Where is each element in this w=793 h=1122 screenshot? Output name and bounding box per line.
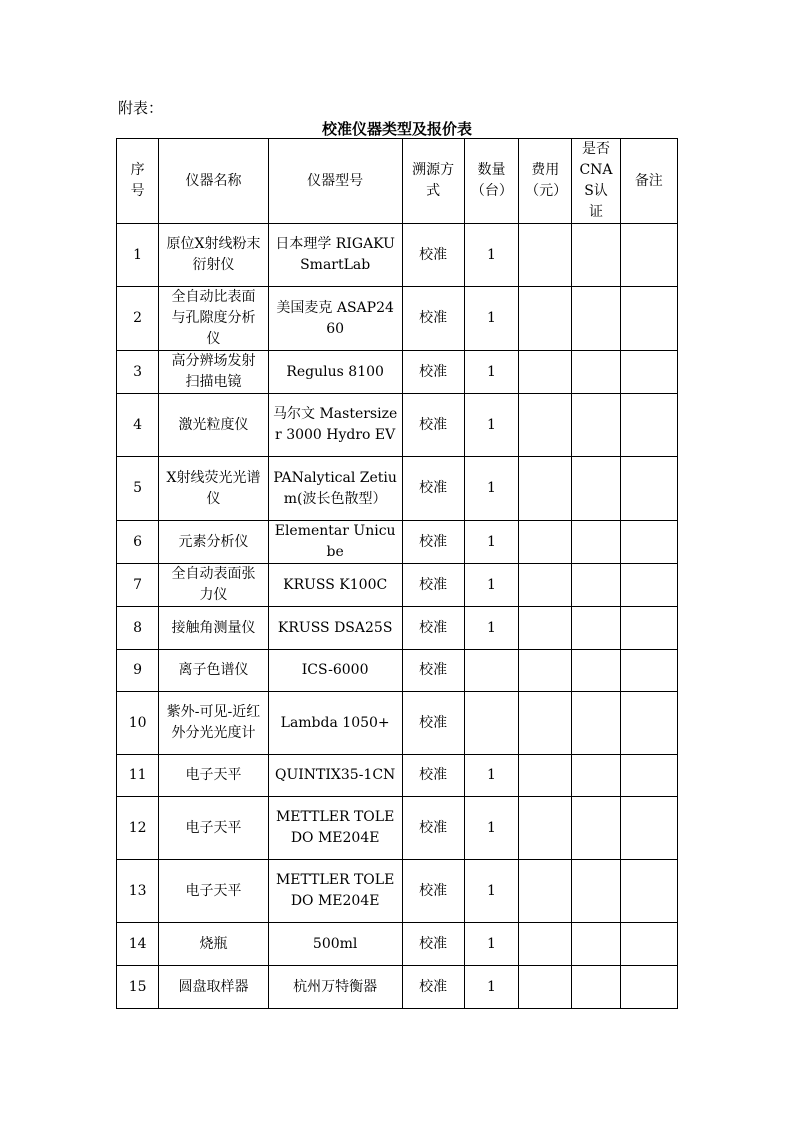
cell-cnas-certified — [572, 755, 620, 797]
header-cnas-certified: 是否CNAS认证 — [572, 139, 620, 224]
cell-instrument-model: 杭州万特衡器 — [268, 966, 402, 1009]
header-fee: 费用（元） — [519, 139, 572, 224]
cell-instrument-name: 电子天平 — [159, 797, 269, 860]
table-row — [117, 755, 678, 797]
cell-cnas-certified — [572, 287, 620, 351]
cell-remarks — [620, 607, 677, 650]
header-instrument-model: 仪器型号 — [268, 139, 402, 224]
cell-instrument-name: 全自动表面张力仪 — [159, 564, 269, 607]
cell-serial-number: 11 — [117, 755, 159, 797]
cell-fee — [519, 923, 572, 966]
cell-remarks — [620, 564, 677, 607]
cell-cnas-certified — [572, 607, 620, 650]
cell-instrument-name: 紫外-可见-近红外分光光度计 — [159, 692, 269, 755]
table-row — [117, 923, 678, 966]
cell-instrument-model: 马尔文 Mastersizer 3000 Hydro EV — [268, 394, 402, 457]
table-row — [117, 394, 678, 457]
cell-instrument-name: X射线荧光光谱仪 — [159, 457, 269, 521]
table-row — [117, 521, 678, 564]
cell-quantity: 1 — [464, 394, 518, 457]
cell-instrument-model: PANalytical Zetium(波长色散型） — [268, 457, 402, 521]
cell-instrument-name: 全自动比表面与孔隙度分析仪 — [159, 287, 269, 351]
table-title: 校准仪器类型及报价表 — [321, 120, 472, 138]
cell-quantity: 1 — [464, 755, 518, 797]
cell-remarks — [620, 755, 677, 797]
cell-traceability-method: 校准 — [402, 351, 464, 394]
cell-instrument-model: 美国麦克 ASAP2460 — [268, 287, 402, 351]
cell-instrument-model: KRUSS K100C — [268, 564, 402, 607]
cell-cnas-certified — [572, 521, 620, 564]
table-header-row — [117, 139, 678, 224]
cell-fee — [519, 607, 572, 650]
cell-remarks — [620, 394, 677, 457]
cell-cnas-certified — [572, 564, 620, 607]
cell-serial-number: 6 — [117, 521, 159, 564]
cell-quantity: 1 — [464, 564, 518, 607]
cell-remarks — [620, 351, 677, 394]
cell-serial-number: 5 — [117, 457, 159, 521]
cell-serial-number: 13 — [117, 860, 159, 923]
cell-instrument-name: 接触角测量仪 — [159, 607, 269, 650]
cell-cnas-certified — [572, 692, 620, 755]
cell-instrument-name: 元素分析仪 — [159, 521, 269, 564]
cell-cnas-certified — [572, 394, 620, 457]
cell-remarks — [620, 692, 677, 755]
cell-quantity: 1 — [464, 224, 518, 287]
cell-quantity: 1 — [464, 797, 518, 860]
cell-traceability-method: 校准 — [402, 797, 464, 860]
cell-serial-number: 12 — [117, 797, 159, 860]
cell-instrument-model: METTLER TOLEDO ME204E — [268, 797, 402, 860]
cell-cnas-certified — [572, 860, 620, 923]
attachment-label: 附表： — [118, 99, 164, 117]
cell-quantity: 1 — [464, 521, 518, 564]
cell-traceability-method: 校准 — [402, 564, 464, 607]
cell-traceability-method: 校准 — [402, 457, 464, 521]
cell-remarks — [620, 224, 677, 287]
cell-instrument-name: 电子天平 — [159, 860, 269, 923]
cell-serial-number: 15 — [117, 966, 159, 1009]
cell-remarks — [620, 923, 677, 966]
cell-remarks — [620, 650, 677, 692]
cell-instrument-model: ICS-6000 — [268, 650, 402, 692]
cell-fee — [519, 351, 572, 394]
cell-quantity: 1 — [464, 860, 518, 923]
cell-instrument-model: QUINTIX35-1CN — [268, 755, 402, 797]
cell-serial-number: 7 — [117, 564, 159, 607]
cell-fee — [519, 966, 572, 1009]
cell-instrument-model: Lambda 1050+ — [268, 692, 402, 755]
cell-serial-number: 9 — [117, 650, 159, 692]
cell-quantity: 1 — [464, 607, 518, 650]
cell-serial-number: 8 — [117, 607, 159, 650]
cell-quantity: 1 — [464, 923, 518, 966]
cell-fee — [519, 797, 572, 860]
cell-serial-number: 2 — [117, 287, 159, 351]
cell-serial-number: 14 — [117, 923, 159, 966]
header-quantity: 数量（台） — [464, 139, 518, 224]
cell-traceability-method: 校准 — [402, 287, 464, 351]
cell-traceability-method: 校准 — [402, 966, 464, 1009]
header-serial-number: 序号 — [117, 139, 159, 224]
header-instrument-name: 仪器名称 — [159, 139, 269, 224]
cell-traceability-method: 校准 — [402, 755, 464, 797]
cell-cnas-certified — [572, 966, 620, 1009]
table-row — [117, 457, 678, 521]
cell-quantity: 1 — [464, 287, 518, 351]
cell-remarks — [620, 860, 677, 923]
cell-fee — [519, 755, 572, 797]
cell-instrument-name: 圆盘取样器 — [159, 966, 269, 1009]
cell-remarks — [620, 521, 677, 564]
table-row — [117, 692, 678, 755]
calibration-quote-table — [116, 138, 678, 1009]
table-row — [117, 224, 678, 287]
cell-quantity — [464, 692, 518, 755]
cell-fee — [519, 692, 572, 755]
cell-traceability-method: 校准 — [402, 923, 464, 966]
cell-instrument-model: Regulus 8100 — [268, 351, 402, 394]
header-remarks: 备注 — [620, 139, 677, 224]
table-row — [117, 797, 678, 860]
cell-fee — [519, 457, 572, 521]
cell-traceability-method: 校准 — [402, 650, 464, 692]
cell-quantity: 1 — [464, 966, 518, 1009]
cell-fee — [519, 860, 572, 923]
cell-instrument-model: 日本理学 RIGAKU SmartLab — [268, 224, 402, 287]
cell-instrument-name: 电子天平 — [159, 755, 269, 797]
cell-serial-number: 3 — [117, 351, 159, 394]
table-row — [117, 966, 678, 1009]
cell-cnas-certified — [572, 650, 620, 692]
cell-traceability-method: 校准 — [402, 860, 464, 923]
table-row — [117, 607, 678, 650]
table-row — [117, 351, 678, 394]
cell-fee — [519, 394, 572, 457]
cell-remarks — [620, 797, 677, 860]
table-row — [117, 564, 678, 607]
cell-instrument-model: METTLER TOLEDO ME204E — [268, 860, 402, 923]
cell-serial-number: 4 — [117, 394, 159, 457]
cell-instrument-name: 高分辨场发射扫描电镜 — [159, 351, 269, 394]
cell-serial-number: 10 — [117, 692, 159, 755]
cell-traceability-method: 校准 — [402, 521, 464, 564]
cell-fee — [519, 287, 572, 351]
cell-instrument-model: KRUSS DSA25S — [268, 607, 402, 650]
cell-remarks — [620, 966, 677, 1009]
cell-remarks — [620, 287, 677, 351]
cell-cnas-certified — [572, 457, 620, 521]
cell-remarks — [620, 457, 677, 521]
cell-quantity: 1 — [464, 351, 518, 394]
cell-traceability-method: 校准 — [402, 692, 464, 755]
cell-fee — [519, 521, 572, 564]
table-row — [117, 860, 678, 923]
cell-instrument-name: 离子色谱仪 — [159, 650, 269, 692]
cell-fee — [519, 224, 572, 287]
cell-traceability-method: 校准 — [402, 394, 464, 457]
cell-cnas-certified — [572, 224, 620, 287]
cell-cnas-certified — [572, 351, 620, 394]
cell-quantity: 1 — [464, 457, 518, 521]
cell-instrument-model: Elementar Unicube — [268, 521, 402, 564]
cell-traceability-method: 校准 — [402, 607, 464, 650]
cell-quantity — [464, 650, 518, 692]
table-row — [117, 650, 678, 692]
header-traceability-method: 溯源方式 — [402, 139, 464, 224]
cell-traceability-method: 校准 — [402, 224, 464, 287]
cell-fee — [519, 650, 572, 692]
cell-serial-number: 1 — [117, 224, 159, 287]
cell-fee — [519, 564, 572, 607]
cell-cnas-certified — [572, 797, 620, 860]
cell-instrument-name: 原位X射线粉末衍射仪 — [159, 224, 269, 287]
table-row — [117, 287, 678, 351]
cell-instrument-name: 激光粒度仪 — [159, 394, 269, 457]
cell-instrument-model: 500ml — [268, 923, 402, 966]
cell-cnas-certified — [572, 923, 620, 966]
cell-instrument-name: 烧瓶 — [159, 923, 269, 966]
